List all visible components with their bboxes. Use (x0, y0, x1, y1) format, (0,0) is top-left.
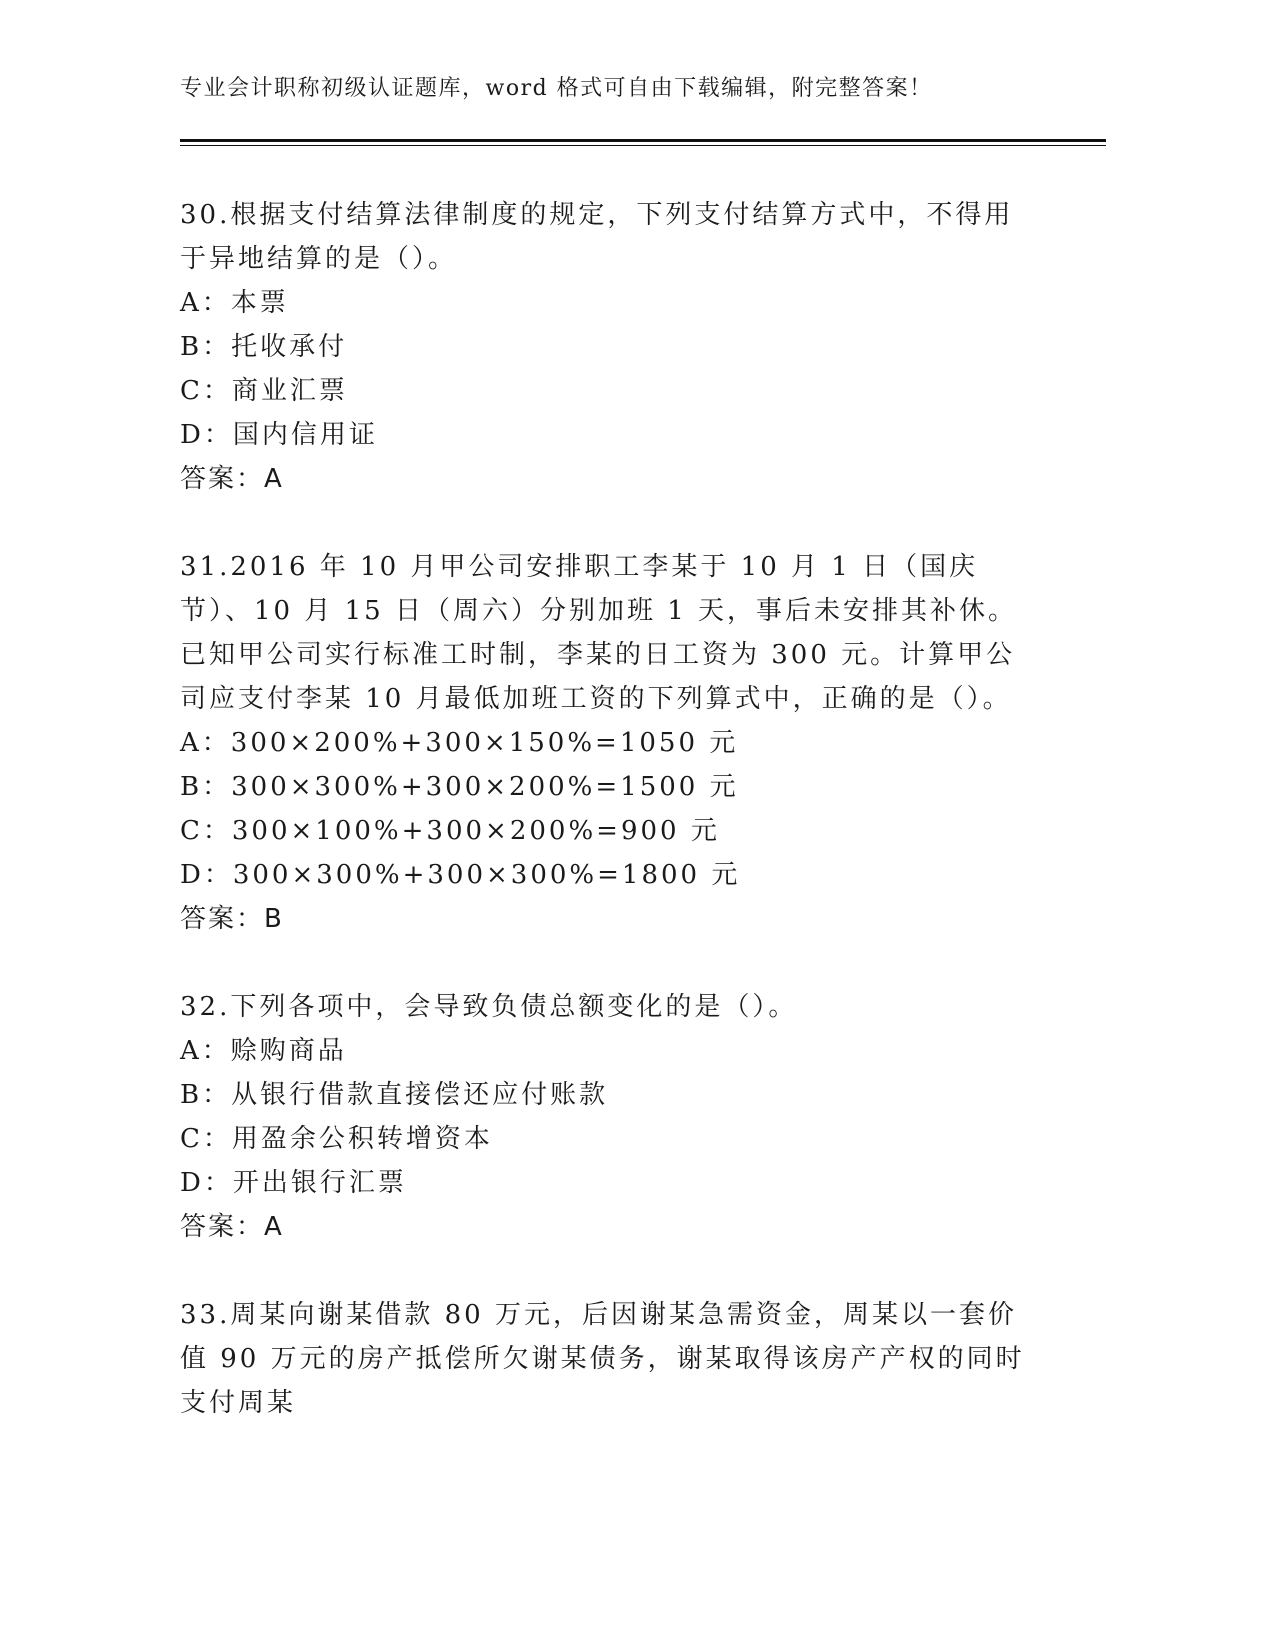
option-b: B：300×300%+300×200%=1500 元 (180, 772, 739, 802)
option-b: B：托收承付 (180, 332, 348, 362)
answer-label: 答案：A (180, 1212, 284, 1242)
question-list (180, 193, 1040, 1469)
option-a: A：本票 (180, 288, 289, 318)
header-divider (180, 139, 1106, 142)
option-d: D：开出银行汇票 (180, 1168, 407, 1198)
question-stem: 31.2016 年 10 月甲公司安排职工李某于 10 月 1 日（国庆节）、10 月 15 日（周六）分别加班 1 天，事后未安排其补休。已知甲公司实行标准工时制，李某的日工资为 300 元。计算甲公司应支付李某 10 月最低加班工资的下列算式中，正确的是（）。 (180, 552, 1018, 714)
question-32 (180, 985, 1040, 1249)
answer-label: 答案：A (180, 464, 284, 494)
question-stem: 33.周某向谢某借款 80 万元，后因谢某急需资金，周某以一套价值 90 万元的房产抵偿所欠谢某债务，谢某取得该房产产权的同时支付周某 (180, 1300, 1025, 1418)
option-d: D：国内信用证 (180, 420, 378, 450)
question-stem: 30.根据支付结算法律制度的规定，下列支付结算方式中，不得用于异地结算的是（）。 (180, 200, 1014, 274)
option-a: A：300×200%+300×150%=1050 元 (180, 728, 739, 758)
question-stem: 32.下列各项中，会导致负债总额变化的是（）。 (180, 992, 798, 1022)
option-c: C：商业汇票 (180, 376, 348, 406)
option-c: C：用盈余公积转增资本 (180, 1124, 493, 1154)
option-d: D：300×300%+300×300%=1800 元 (180, 860, 741, 890)
option-b: B：从银行借款直接偿还应付账款 (180, 1080, 609, 1110)
question-33 (180, 1293, 1040, 1425)
header-divider-thin (180, 145, 1106, 146)
option-c: C：300×100%+300×200%=900 元 (180, 816, 720, 846)
page-header-text: 专业会计职称初级认证题库，word 格式可自由下载编辑，附完整答案！ (180, 76, 933, 101)
option-a: A：赊购商品 (180, 1036, 347, 1066)
question-31 (180, 545, 1040, 941)
answer-label: 答案：B (180, 904, 284, 934)
question-30 (180, 193, 1040, 501)
